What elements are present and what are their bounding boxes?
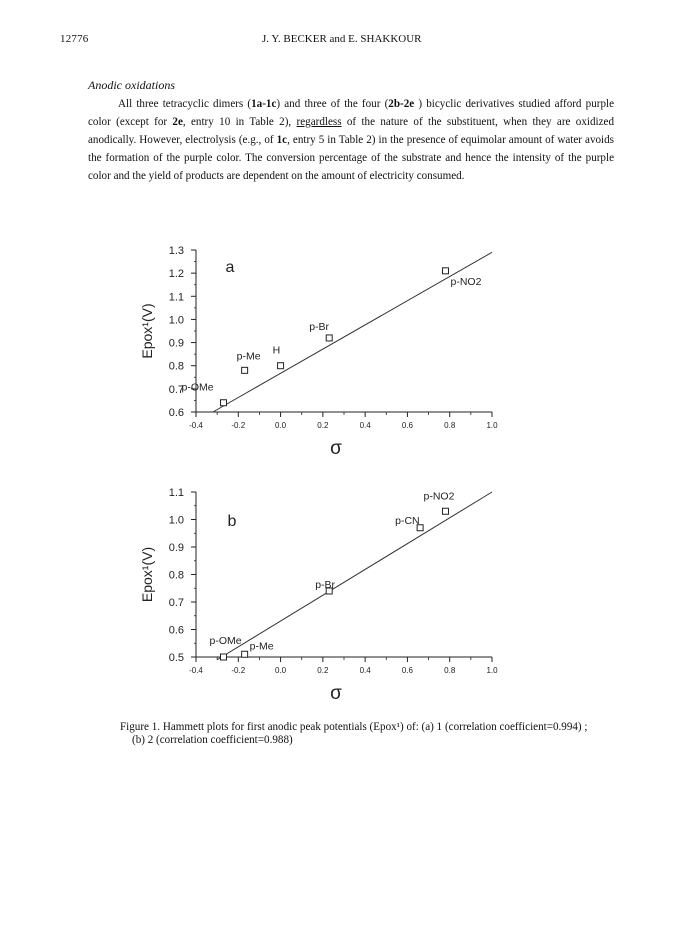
- x-tick-label: -0.4: [189, 666, 203, 675]
- y-tick-label: 0.8: [168, 569, 184, 582]
- y-tick-label: 1.0: [168, 514, 184, 527]
- plot-a-svg: [0, 230, 680, 460]
- x-axis-label: σ: [330, 438, 342, 459]
- y-tick-label: 0.7: [168, 597, 184, 609]
- panel-label: b: [227, 513, 237, 530]
- y-tick-label: 1.1: [168, 487, 184, 499]
- compound-ref: 2b-2e: [388, 98, 415, 110]
- text-run: ) and three of the four (: [276, 98, 389, 110]
- page-number: 12776: [60, 33, 89, 45]
- y-tick-label: 0.9: [168, 337, 184, 350]
- x-tick-label: 0.8: [444, 666, 456, 675]
- data-point-marker: [242, 367, 248, 373]
- plot-b-svg: [0, 470, 680, 700]
- data-point-label: p-Me: [236, 350, 261, 363]
- data-point-label: p-NO2: [450, 275, 482, 288]
- data-point-label: p-CN: [395, 514, 420, 527]
- data-point-label: p-NO2: [423, 490, 455, 503]
- data-point-marker: [220, 654, 226, 660]
- y-tick-label: 1.3: [168, 245, 184, 257]
- data-point-label: p-Br: [309, 320, 330, 333]
- text-run: All three tetracyclic dimers (: [118, 98, 252, 110]
- x-tick-label: -0.2: [231, 666, 246, 675]
- data-point-label: p-Me: [249, 640, 274, 653]
- data-point-marker: [242, 651, 248, 657]
- y-axis-label: Epox¹(V): [139, 546, 155, 603]
- x-tick-label: 0.2: [317, 666, 329, 675]
- data-point-label: p-Br: [315, 579, 336, 591]
- figure-caption: [120, 721, 640, 747]
- data-point-marker: [278, 363, 284, 369]
- hammett-plot-a: [0, 230, 680, 460]
- x-tick-label: 1.0: [486, 421, 498, 430]
- caption-line-1: Figure 1. Hammett plots for first anodic peak potentials (Epox¹) of: (a) 1 (correlation coefficient=0.994) ;: [120, 721, 588, 733]
- x-tick-label: 0.4: [359, 666, 371, 675]
- panel-label: a: [225, 259, 235, 276]
- y-tick-label: 0.7: [168, 383, 184, 396]
- y-tick-label: 1.2: [168, 268, 184, 281]
- y-tick-label: 0.6: [168, 407, 184, 419]
- underlined-word: regardless: [296, 116, 342, 128]
- compound-ref: 1a-1c: [251, 98, 277, 110]
- x-tick-label: 1.0: [486, 666, 498, 675]
- y-tick-label: 0.9: [168, 542, 184, 554]
- body-paragraph: [88, 95, 614, 185]
- regression-line: [217, 492, 492, 660]
- y-tick-label: 0.8: [168, 360, 184, 373]
- running-head: J. Y. BECKER and E. SHAKKOUR: [262, 33, 422, 45]
- data-point-label: p-OMe: [181, 381, 214, 394]
- x-axis-label: σ: [330, 683, 342, 700]
- x-tick-label: -0.4: [189, 421, 203, 430]
- y-axis-label: Epox¹(V): [139, 303, 155, 359]
- data-point-marker: [220, 400, 226, 406]
- page-header: [0, 33, 680, 49]
- y-tick-label: 0.6: [168, 624, 184, 637]
- data-point-label: H: [272, 344, 281, 357]
- data-point-marker: [326, 335, 332, 341]
- x-tick-label: -0.2: [231, 421, 246, 430]
- section-heading: Anodic oxidations: [88, 78, 175, 92]
- text-run: ) bicyclic derivatives studied afford purple color (except for: [88, 98, 614, 128]
- hammett-plot-b: [0, 470, 680, 700]
- y-tick-label: 0.5: [168, 652, 184, 664]
- x-tick-label: 0.0: [275, 421, 287, 430]
- y-tick-label: 1.0: [168, 314, 184, 327]
- text-run: , entry 10 in Table 2),: [182, 116, 297, 128]
- data-point-label: p-OMe: [209, 635, 242, 647]
- x-tick-label: 0.0: [275, 666, 287, 675]
- x-tick-label: 0.6: [401, 666, 413, 675]
- x-tick-label: 0.8: [444, 421, 456, 430]
- text-run: , entry 5 in Table 2) in the presence of equimolar amount of water avoids the formation of the purple color. The conversion percentage of the substrate and hence the intensity of the purple color and the yield of products are dependent on the amount of electricity consumed.: [88, 134, 614, 182]
- x-tick-label: 0.6: [401, 421, 413, 430]
- compound-ref: 2e: [172, 116, 183, 128]
- x-tick-label: 0.2: [317, 421, 329, 430]
- x-tick-label: 0.4: [359, 421, 371, 430]
- y-tick-label: 1.1: [168, 291, 184, 304]
- data-point-marker: [442, 268, 448, 274]
- compound-ref: 1c: [276, 134, 288, 146]
- text-run: of the nature of the substituent, when they are oxidized anodically. However, electrolysis (e.g., of: [88, 116, 614, 146]
- caption-line-2: (b) 2 (correlation coefficient=0.988): [132, 734, 293, 746]
- data-point-marker: [442, 508, 448, 514]
